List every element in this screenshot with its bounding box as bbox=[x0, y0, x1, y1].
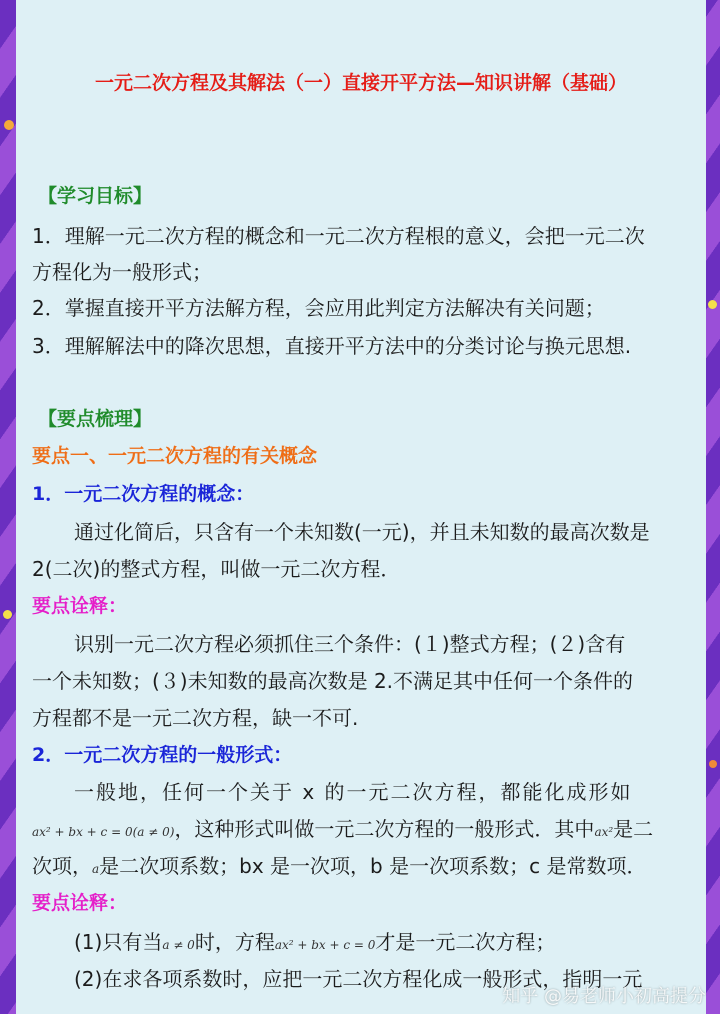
body-line: ax² + bx + c = 0(a ≠ 0)，这种形式叫做一元二次方程的一般形式．其中ax²是二 bbox=[32, 817, 654, 841]
body-line: (1)只有当a ≠ 0时，方程ax² + bx + c = 0才是一元二次方程； bbox=[74, 930, 556, 954]
watermark: 知乎 @易老师小初高提分 bbox=[502, 986, 706, 1007]
subsection-heading: 1．一元二次方程的概念： bbox=[32, 483, 255, 505]
document-card bbox=[16, 0, 706, 1014]
body-line: 一般地，任何一个关于 x 的一元二次方程，都能化成形如 bbox=[74, 780, 633, 804]
equation: ax² + bx + c = 0(a ≠ 0) bbox=[32, 825, 175, 839]
subsection-heading: 2．一元二次方程的一般形式： bbox=[32, 744, 293, 766]
body-line: 一个未知数；(３)未知数的最高次数是 2.不满足其中任何一个条件的 bbox=[32, 669, 634, 693]
body-line: 通过化简后，只含有一个未知数(一元)，并且未知数的最高次数是 bbox=[74, 520, 650, 544]
decor-dot bbox=[709, 760, 717, 768]
goal-line: 3．理解解法中的降次思想，直接开平方法中的分类讨论与换元思想. bbox=[32, 334, 632, 358]
body-line: 2(二次)的整式方程，叫做一元二次方程． bbox=[32, 557, 401, 581]
goal-line: 2．掌握直接开平方法解方程，会应用此判定方法解决有关问题； bbox=[32, 296, 605, 320]
body-line: (2)在求各项系数时，应把一元二次方程化成一般形式，指明一元 bbox=[74, 967, 643, 991]
decor-dot bbox=[708, 300, 717, 309]
body-line: 识别一元二次方程必须抓住三个条件：(１)整式方程；(２)含有 bbox=[74, 632, 626, 656]
equation: ax² + bx + c = 0 bbox=[274, 938, 376, 952]
decor-dot bbox=[4, 120, 14, 130]
section-heading: 要点一、一元二次方程的有关概念 bbox=[32, 445, 318, 467]
goals-heading: 【学习目标】 bbox=[38, 185, 153, 207]
points-heading: 【要点梳理】 bbox=[38, 408, 153, 430]
goal-line: 1．理解一元二次方程的概念和一元二次方程根的意义，会把一元二次 bbox=[32, 224, 645, 248]
decor-dot bbox=[3, 610, 12, 619]
goal-line: 方程化为一般形式； bbox=[32, 260, 212, 284]
explain-label: 要点诠释： bbox=[32, 595, 128, 617]
equation: ax² bbox=[594, 825, 614, 839]
equation: a ≠ 0 bbox=[162, 938, 195, 952]
body-line: 次项，a是二次项系数；bx 是一次项，b 是一次项系数；c 是常数项． bbox=[32, 854, 647, 878]
explain-label: 要点诠释： bbox=[32, 892, 128, 914]
equation: a bbox=[92, 862, 100, 876]
body-line: 方程都不是一元二次方程，缺一不可. bbox=[32, 706, 359, 730]
page-title: 一元二次方程及其解法（一）直接开平方法—知识讲解（基础） bbox=[94, 72, 627, 94]
